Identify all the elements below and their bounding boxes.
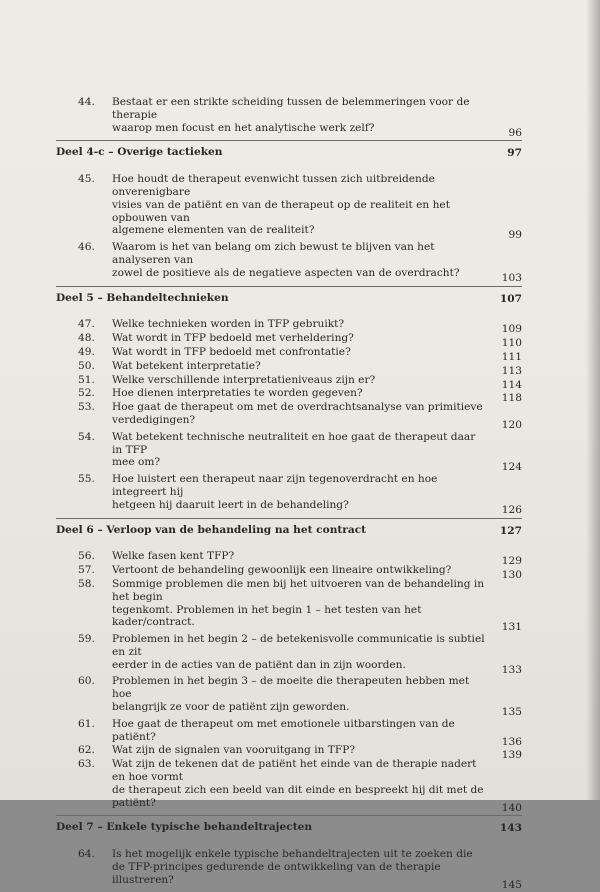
entry-page: 131 <box>501 621 522 634</box>
entry-page: 113 <box>501 364 522 377</box>
entry-number: 56. <box>78 550 95 563</box>
entry-number: 59. <box>78 633 95 646</box>
toc-entry-52 <box>56 387 522 405</box>
toc-entry-54 <box>56 430 522 474</box>
entry-number: 44. <box>78 96 95 108</box>
section-title: Deel 5 – Behandeltechnieken <box>56 291 229 304</box>
entry-page: 114 <box>501 378 522 391</box>
entry-number: 64. <box>78 848 95 861</box>
page-edge-shadow <box>586 0 600 800</box>
section-page: 107 <box>499 292 522 305</box>
entry-page: 120 <box>501 418 522 431</box>
entry-page: 124 <box>501 461 522 474</box>
toc-entry-57 <box>56 564 522 582</box>
section-heading-deel-4c <box>56 140 522 159</box>
entry-page: 96 <box>508 126 522 139</box>
toc-entry-46 <box>56 241 522 284</box>
toc-entry-50 <box>56 359 522 377</box>
entry-text: Welke technieken worden in TFP gebruikt? <box>112 318 345 331</box>
entry-text: Waarom is het van belang om zich bewust te blijven van het analyseren van zowel de positieve als de negatieve aspecten van de overdracht? <box>112 241 460 279</box>
toc-entry-59 <box>56 633 522 676</box>
entry-text: Is het mogelijk enkele typische behandeltrajecten uit te zoeken die de TFP-principes gedurende de ontwikkeling van de therapie illustreren? <box>112 848 473 886</box>
entry-page: 133 <box>501 663 522 676</box>
entry-page: 103 <box>501 271 522 284</box>
section-heading-deel-6 <box>56 518 522 537</box>
entry-number: 57. <box>78 564 95 577</box>
entry-number: 51. <box>78 373 95 386</box>
entry-number: 50. <box>78 359 95 372</box>
toc-entry-64 <box>56 848 522 891</box>
entry-number: 54. <box>78 430 95 443</box>
entry-page: 136 <box>501 735 522 748</box>
entry-page: 135 <box>501 706 522 719</box>
entry-text: Hoe luistert een therapeut naar zijn tegenoverdracht en hoe integreert hij hetgeen hij daaruit leert in de behandeling? <box>112 473 438 511</box>
entry-number: 53. <box>78 401 95 414</box>
section-heading-deel-5 <box>56 286 522 305</box>
section-page: 143 <box>499 822 522 835</box>
section-page: 97 <box>507 147 522 160</box>
entry-number: 49. <box>78 345 95 358</box>
entry-text: Hoe gaat de therapeut om met emotionele uitbarstingen van de patiënt? <box>112 717 455 743</box>
entry-page: 126 <box>501 503 522 516</box>
entry-text: Problemen in het begin 3 – de moeite die therapeuten hebben met hoe belangrijk ze voor de patiënt zijn geworden. <box>112 675 470 714</box>
toc-entry-61 <box>56 717 522 748</box>
entry-page: 118 <box>501 392 522 405</box>
entry-text: Welke verschillende interpretatieniveaus zijn er? <box>112 373 376 386</box>
toc-entry-51 <box>56 373 522 391</box>
entry-text: Vertoont de behandeling gewoonlijk een lineaire ontwikkeling? <box>112 564 452 577</box>
entry-page: 110 <box>501 337 522 350</box>
toc-entry-53 <box>56 401 522 431</box>
entry-number: 45. <box>78 173 95 186</box>
section-page: 127 <box>499 524 522 537</box>
entry-number: 62. <box>78 744 95 757</box>
entry-text: Sommige problemen die men bij het uitvoeren van de behandeling in het begin tegenkomt. Problemen in het begin 1 – het testen van het kader/contract. <box>112 577 485 629</box>
entry-text: Wat betekent interpretatie? <box>112 359 261 372</box>
toc-entry-55 <box>56 473 522 516</box>
entry-number: 60. <box>78 675 95 688</box>
section-title: Deel 4-c – Overige tactieken <box>56 146 223 159</box>
toc-entry-63 <box>56 758 522 814</box>
entry-text: Wat betekent technische neutraliteit en hoe gaat de therapeut daar in TFP mee om? <box>112 430 476 469</box>
entry-page: 130 <box>501 569 522 582</box>
entry-number: 46. <box>78 241 95 254</box>
toc-entry-62 <box>56 744 522 762</box>
toc-entry-44 <box>56 96 522 139</box>
entry-text: Problemen in het begin 2 – de betekenisvolle communicatie is subtiel en zit eerder in de acties van de patiënt dan in zijn woorden. <box>112 633 485 671</box>
entry-text: Hoe houdt de therapeut evenwicht tussen zich uitbreidende onverenigbare visies van de patiënt en van de therapeut op de realiteit en het opbouwen van algemene elementen van de realiteit? <box>112 173 450 237</box>
entry-page: 139 <box>501 749 522 762</box>
toc-entry-56 <box>56 550 522 568</box>
entry-number: 48. <box>78 332 95 345</box>
entry-page: 140 <box>501 801 522 814</box>
toc-entry-60 <box>56 675 522 719</box>
entry-page: 109 <box>501 323 522 336</box>
entry-text: Hoe gaat de therapeut om met de overdrachtsanalyse van primitieve verdedigingen? <box>112 401 483 426</box>
toc-entry-48 <box>56 332 522 350</box>
entry-number: 61. <box>78 717 95 730</box>
section-title: Deel 7 – Enkele typische behandeltrajecten <box>56 821 313 834</box>
entry-page: 129 <box>501 555 522 568</box>
entry-text: Welke fasen kent TFP? <box>112 550 235 563</box>
toc-entry-49 <box>56 345 522 363</box>
entry-number: 47. <box>78 318 95 331</box>
toc-entry-47 <box>56 318 522 336</box>
table-of-contents <box>56 96 522 891</box>
section-heading-deel-7 <box>56 815 522 834</box>
entry-page: 145 <box>501 878 522 891</box>
entry-page: 99 <box>508 229 522 242</box>
entry-page: 111 <box>501 350 522 363</box>
entry-text: Wat wordt in TFP bedoeld met confrontatie? <box>112 345 351 358</box>
entry-number: 55. <box>78 473 95 486</box>
section-title: Deel 6 – Verloop van de behandeling na het contract <box>56 523 367 536</box>
entry-number: 58. <box>78 577 95 590</box>
toc-entry-45 <box>56 173 522 242</box>
entry-text: Wat wordt in TFP bedoeld met verheldering? <box>112 332 354 345</box>
entry-text: Wat zijn de tekenen dat de patiënt het einde van de therapie nadert en hoe vormt de therapeut zich een beeld van dit einde en bespreekt hij dit met de patiënt? <box>112 758 484 809</box>
entry-text: Wat zijn de signalen van vooruitgang in TFP? <box>112 744 355 757</box>
entry-number: 52. <box>78 387 95 400</box>
entry-text: Hoe dienen interpretaties te worden gegeven? <box>112 387 363 400</box>
entry-text: Bestaat er een strikte scheiding tussen de belemmeringen voor de therapie waarop men focust en het analytische werk zelf? <box>112 96 470 134</box>
toc-entry-58 <box>56 577 522 634</box>
entry-number: 63. <box>78 758 95 771</box>
